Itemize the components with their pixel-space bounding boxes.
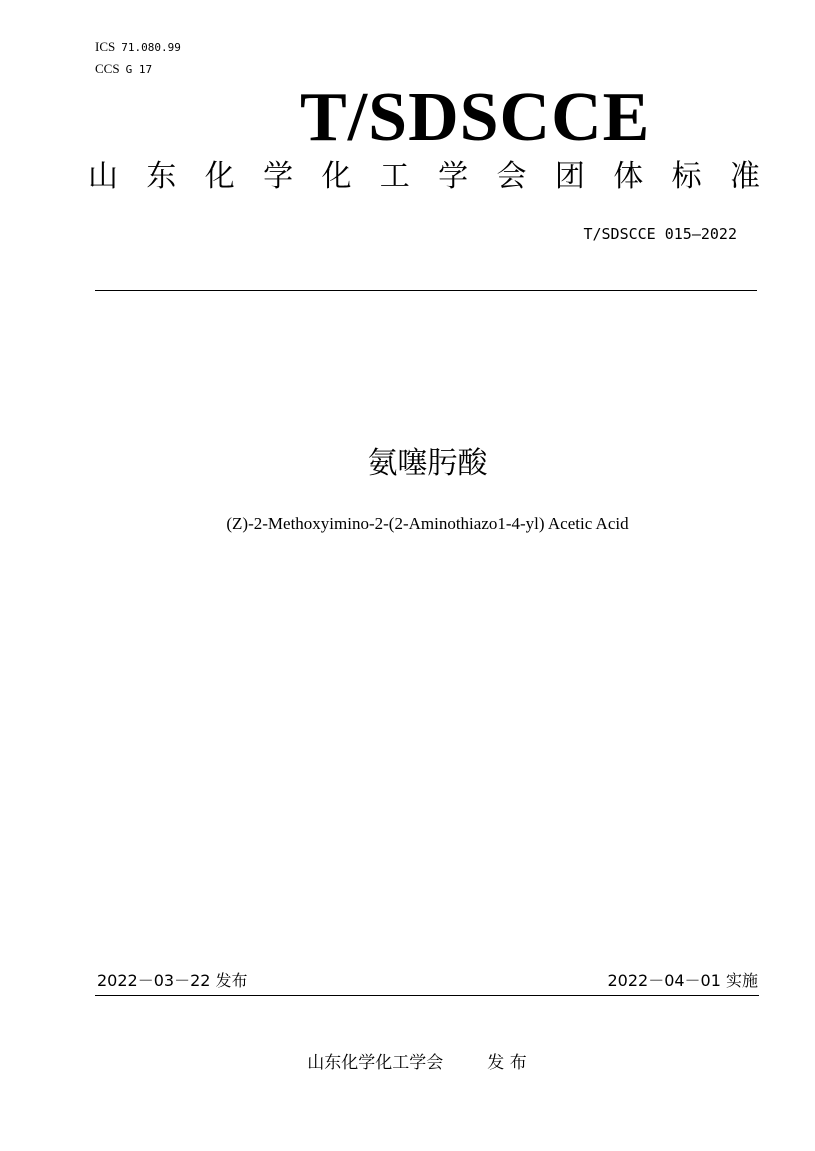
organization-title-char: 东 [146, 159, 177, 194]
organization-title-char: 学 [263, 159, 294, 194]
ics-label: ICS [95, 39, 116, 54]
publisher-line [0, 1050, 815, 1076]
organization-title-char: 会 [496, 159, 527, 194]
ccs-value: G 17 [125, 63, 153, 76]
organization-title-char: 学 [438, 159, 469, 194]
document-title-english: (Z)-2-Methoxyimino-2-(2-Aminothiazo1-4-yl) Acetic Acid [226, 514, 629, 533]
document-title-chinese: 氨噻肟酸 [367, 446, 488, 481]
organization-title-char: 化 [204, 159, 235, 194]
publisher-name: 山东化学化工学会 [307, 1053, 444, 1073]
ics-value: 71.080.99 [121, 41, 181, 54]
organization-title-char: 标 [671, 159, 702, 194]
organization-title-char: 准 [729, 159, 760, 194]
issue-date: 2022－03－22 发布 [97, 971, 248, 990]
ics-code [95, 40, 181, 55]
organization-code: T/SDSCCE [300, 79, 651, 156]
implementation-date: 2022－04－01 实施 [607, 971, 758, 990]
date-divider [95, 995, 759, 996]
organization-title-char: 化 [321, 159, 352, 194]
standard-number: T/SDSCCE 015—2022 [583, 225, 737, 243]
organization-title-char: 团 [554, 159, 585, 194]
organization-title-char: 工 [379, 159, 410, 194]
ccs-label: CCS [95, 61, 120, 76]
organization-title-char: 山 [88, 159, 118, 194]
header-divider [95, 290, 757, 291]
organization-title-char: 体 [613, 159, 644, 194]
ccs-code [95, 62, 152, 77]
publish-label: 发 布 [487, 1053, 527, 1073]
organization-title [88, 155, 760, 199]
